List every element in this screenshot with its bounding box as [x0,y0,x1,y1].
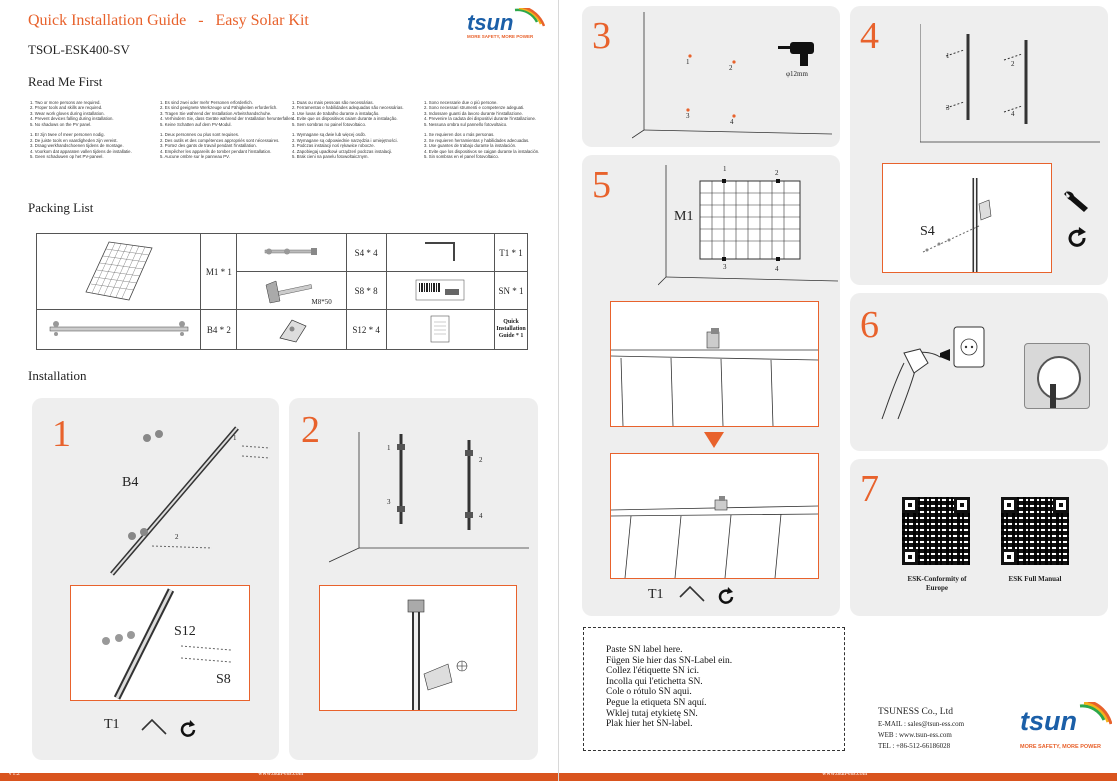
step-4-panel [850,6,1108,285]
bracket-s12-icon [272,314,312,344]
readme-line: 3. Portez des gants de travail pendant l'installation. [160,143,257,149]
step-5-marker-1: 1 [723,165,727,173]
step-1-marker-2: 2 [175,533,179,541]
t1-image-cell [386,234,494,272]
qr-code-full-manual[interactable] [1001,497,1069,565]
guide-image-cell [386,310,494,350]
rail-b4-icon [44,319,194,339]
footer-url-left[interactable]: www.tsun-ess.com [258,771,304,777]
page-fold [558,0,559,781]
readme-column-de-fr [160,100,294,159]
clamp-before-diagram [611,302,818,426]
step-3-number: 3 [592,15,611,57]
sn-label-line: Paste SN label here. [606,645,683,655]
readme-line: 2. Sono necessari strumenti e competenze adeguati. [424,105,525,111]
company-email[interactable]: E-MAIL : sales@tsun-ess.com [878,720,965,728]
step-3-marker-4: 4 [730,118,734,126]
m1-count: M1 * 1 [205,266,232,277]
step-3-marker-2: 2 [729,64,733,72]
readme-line: 3. Podczas instalacji noś rękawice robocze. [292,143,375,149]
step-2-marker-2: 2 [479,456,483,464]
readme-line: 5. Sem sombras no painel fotovoltaico. [292,121,367,127]
logo-text-bottom: tsun [1020,706,1077,736]
readme-line: 5. Aucune ombre sur le panneau PV. [160,154,230,160]
b4-count: B4 * 2 [206,324,231,335]
plug-in-hand-diagram [874,323,992,423]
readme-line: 5. No shadows on the PV panel. [30,121,92,127]
readme-column-en-nl [30,100,132,159]
hanger-bolt-detail [320,586,516,710]
s8-count: S8 * 8 [354,285,378,296]
model-number: TSOL-ESK400-SV [28,42,130,57]
logo-text: tsun [467,10,514,35]
sn-label-line: Pegue la etiqueta SN aquí. [606,697,707,708]
step-2-panel [289,398,538,760]
step-5-panel-label: M1 [674,209,694,224]
sn-count: SN * 1 [498,285,524,296]
sn-count-cell [495,272,528,310]
m8-size-label: M8*50 [311,298,332,306]
readme-column-it-es [424,100,539,159]
readme-line: 5. Brak cieni na panelu fotowoltaicznym. [292,154,369,160]
s12-count-cell [346,310,386,350]
readme-line: 4. Evite que los dispositivos se caigan durante la instalación. [424,148,540,154]
sn-label-line: Wklej tutaj etykietę SN. [606,708,698,719]
readme-line: 1. Two or more persons are required. [30,100,101,105]
qr-caption-full-manual: ESK Full Manual [1008,575,1062,583]
step-1-t1-label: T1 [104,717,120,732]
readme-line: 4. Prevent devices falling during installation. [30,116,114,122]
panel-on-rails-diagram [658,165,838,289]
document-icon [428,314,452,344]
m1-count-cell [201,234,237,310]
sn-image-cell [386,272,494,310]
step-3-panel [582,6,840,147]
drill-icon [778,38,820,68]
step-4-number: 4 [860,15,879,57]
footer-url-right[interactable]: www.tsun-ess.com [822,771,868,777]
step-5-detail-box-top [610,301,819,427]
packing-list-heading: Packing List [28,200,94,215]
logo-tagline-bottom: MORE SAFETY, MORE POWER [1020,744,1101,750]
readme-line: 5. Sin sombras en el panel fotovoltaico. [424,154,500,160]
guide-count: Quick Installation Guide * 1 [496,319,526,339]
sn-label-line: Cole o rótulo SN aqui. [606,687,692,698]
step-1-s12-label: S12 [174,624,196,639]
s8-count-cell [346,272,386,310]
wrench-icon [1062,188,1090,214]
step-1-number: 1 [52,413,71,455]
readme-line: 2. Proper tools and skills are required. [30,105,103,111]
readme-line: 3. Use luvas de trabalho durante a instalação. [292,110,380,116]
step-5-marker-4: 4 [775,265,779,273]
tighten-icons [678,585,738,607]
s12-count: S12 * 4 [352,324,380,335]
panel-image-cell [37,234,201,310]
step-4-marker-3: 3 [946,104,950,112]
step-2-marker-1: 1 [387,444,391,452]
readme-line: 2. Wymagane są odpowiednie narzędzia i umiejętności. [292,137,398,143]
clamp-after-diagram [611,454,818,578]
down-arrow-icon [704,432,724,448]
readme-line: 1. Er zijn twee of meer personen nodig. [30,132,105,138]
t1-count: T1 * 1 [499,247,523,258]
qr-caption-conformity: ESK-Conformity of Europe [907,575,967,592]
readme-line: 4. Evite que os dispositivos caiam durante a instalação. [292,116,398,122]
hex-key-icon [142,720,166,734]
b4-image-cell [37,310,201,350]
version-label: V1.2 [8,771,20,777]
step-3-marker-3: 3 [686,112,690,120]
step-5-detail-box-bottom [610,453,819,579]
pv-panel-icon [84,240,154,302]
s4-image-cell [237,234,346,272]
packing-table [36,233,528,350]
step-5-t1-label: T1 [648,587,664,602]
readme-line: 1. Wymagane są dwie lub więcej osób. [292,132,367,138]
sn-label-line: Plak hier het SN-label. [606,719,693,730]
s4-count: S4 * 4 [354,247,378,258]
step-4-marker-2: 2 [1011,60,1015,68]
company-web[interactable]: WEB : www.tsun-ess.com [878,731,952,739]
readme-line: 5. Keine Schatten auf dem PV-Modul. [160,121,232,127]
wall-socket-icon [1024,343,1090,409]
hex-key-icon [680,587,704,601]
readme-line: 3. Draag werkhandschoenen tijdens de montage. [30,143,124,149]
readme-line: 1. Deux personnes ou plus sont requises. [160,132,240,138]
readme-line: 1. Duas ou mais pessoas são necessárias. [292,100,374,105]
step-7-panel [850,459,1108,616]
rotate-icon [1066,226,1088,248]
step-5-number: 5 [592,164,611,206]
readme-line: 1. Sono necessarie due o più persone. [424,100,498,105]
readme-line: 4. Voorkom dat apparaten vallen tijdens de installatie. [30,148,132,154]
drill-size-label: φ12mm [786,70,808,78]
rail-assembly-diagram [92,418,272,578]
readme-line: 4. Verhindern Sie, dass Geräte während der Installation herunterfallen. [160,116,295,122]
wall-rails-diagram [329,428,529,578]
step-4-marker-1: 1 [946,52,950,60]
tighten-icons [140,718,200,740]
readme-line: 3. Tragen Sie während der Installation Arbeitshandschuhe. [160,110,272,116]
step-3-marker-1: 1 [686,58,690,66]
step-4-marker-4: 4 [1011,110,1015,118]
bolt-fixing-detail [883,164,1051,272]
readme-line: 1. Se requieren dos o más personas. [424,132,495,138]
step-2-marker-3: 3 [387,498,391,506]
s8-image-cell [237,272,346,310]
readme-line: 2. Ferramentas e habilidades adequadas são necessárias. [292,105,404,111]
readme-column-pt-pl [292,100,404,159]
read-me-heading: Read Me First [28,74,103,89]
guide-count-cell [495,310,528,350]
step-2-marker-4: 4 [479,512,483,520]
step-5-marker-3: 3 [723,263,727,271]
qr-code-conformity[interactable] [902,497,970,565]
readme-line: 3. Indossare guanti da lavoro durante l'installazione. [424,110,523,116]
step-1-marker-1: 1 [233,434,237,442]
readme-line: 3. Use guantes de trabajo durante la instalación. [424,143,517,149]
company-tel: TEL : +86-512-66186028 [878,742,951,750]
bolt-s4-icon [257,242,327,262]
step-2-number: 2 [301,409,320,451]
step-6-panel [850,293,1108,451]
tsun-logo-bottom [1018,702,1112,752]
sn-label-line: Collez l'étiquette SN ici. [606,666,699,677]
step-5-panel [582,155,840,616]
t1-count-cell [495,234,528,272]
step-1-rail-label: B4 [122,475,139,490]
rails-on-wall-diagram [920,20,1100,150]
readme-line: 4. Prevenire la caduta dei dispositivi durante l'installazione. [424,116,537,122]
readme-line: 2. Se requieren herramientas y habilidades adecuadas. [424,137,530,143]
installation-heading: Installation [28,368,87,383]
step-1-panel [32,398,279,760]
guide-title: Quick Installation Guide - Easy Solar Kit [28,12,309,29]
readme-line: 5. Nessuna ombra sul pannello fotovoltaico. [424,121,508,127]
step-7-number: 7 [860,468,879,510]
readme-line: 3. Wear work gloves during installation. [30,110,105,116]
tsun-logo [465,8,545,42]
readme-line: 2. De juiste tools en vaardigheden zijn vereist. [30,137,118,143]
s4-count-cell [346,234,386,272]
hex-key-icon [420,239,460,265]
readme-line: 2. Es sind geeignete Werkzeuge und Fähigkeiten erforderlich. [160,105,278,111]
logo-tagline: MORE SAFETY, MORE POWER [467,34,534,39]
readme-line: 4. Zapobiegaj upadkowi urządzeń podczas instalacji. [292,148,393,154]
readme-line: 2. Des outils et des compétences appropriés sont nécessaires. [160,137,280,143]
sn-label-icon [415,279,465,301]
readme-line: 4. Empêcher les appareils de tomber pendant l'installation. [160,148,272,154]
readme-line: 5. Geen schaduwen op het PV-paneel. [30,154,104,160]
sn-label-instructions [606,645,732,730]
sn-label-line: Incolla qui l'etichetta SN. [606,676,703,687]
step-6-number: 6 [860,304,879,346]
readme-line: 1. Es sind zwei oder mehr Personen erforderlich. [160,100,253,105]
step-1-s8-label: S8 [216,672,231,687]
s12-image-cell [237,310,346,350]
step-4-detail-box [882,163,1052,273]
step-5-marker-2: 2 [775,169,779,177]
sn-label-line: Fügen Sie hier das SN-Label ein. [606,655,733,666]
b4-count-cell [201,310,237,350]
step-2-detail-box [319,585,517,711]
company-name: TSUNESS Co., Ltd [878,707,953,717]
step-4-s4-label: S4 [920,224,935,239]
